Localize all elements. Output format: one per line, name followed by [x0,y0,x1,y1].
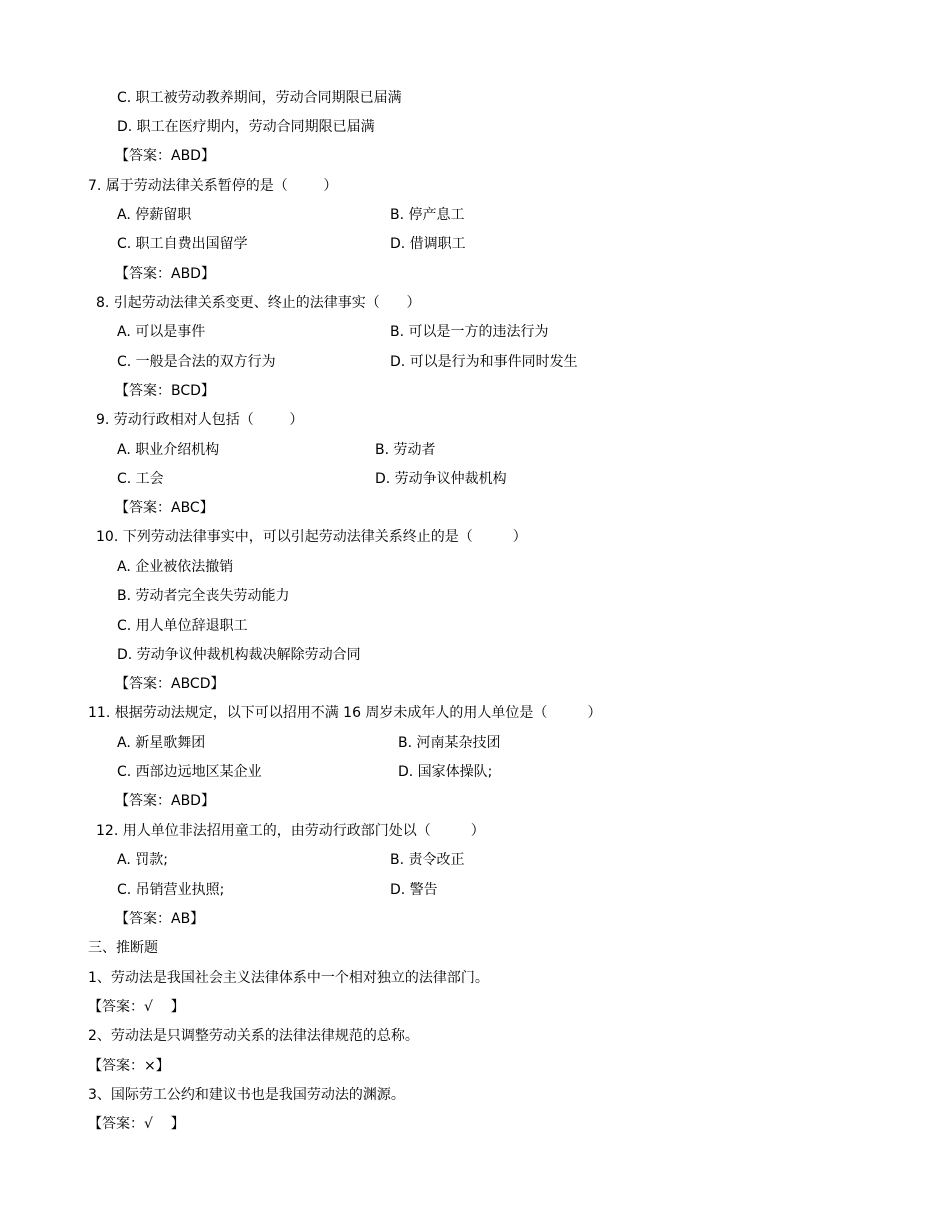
question-9: 9. 劳动行政相对人包括（ ） [96,412,304,428]
option-b-q7: B. 停产息工 [390,207,465,223]
option-b-q9: B. 劳动者 [375,442,436,458]
answer-q8: 【答案：BCD】 [115,383,215,399]
question-11: 11. 根据劳动法规定，以下可以招用不满 16 周岁未成年人的用人单位是（ ） [88,705,602,721]
answer-judgment-1: 【答案：√ 】 [88,999,185,1015]
option-d-q12: D. 警告 [390,882,438,898]
answer-q9: 【答案：ABC】 [115,500,214,516]
answer-judgment-3: 【答案：√ 】 [88,1116,185,1132]
option-d-q11: D. 国家体操队; [398,764,493,780]
judgment-3: 3、国际劳工公约和建议书也是我国劳动法的渊源。 [88,1087,405,1103]
option-c-q7: C. 职工自费出国留学 [117,236,248,252]
option-a-q9: A. 职业介绍机构 [117,442,220,458]
judgment-1: 1、劳动法是我国社会主义法律体系中一个相对独立的法律部门。 [88,970,489,986]
question-7: 7. 属于劳动法律关系暂停的是（ ） [88,178,338,194]
option-a-q8: A. 可以是事件 [117,324,206,340]
answer-q11: 【答案：ABD】 [115,793,215,809]
option-a-q10: A. 企业被依法撤销 [117,559,234,575]
option-c-q11: C. 西部边远地区某企业 [117,764,262,780]
option-a-q7: A. 停薪留职 [117,207,192,223]
answer-q10: 【答案：ABCD】 [115,676,225,692]
option-d-q6: D. 职工在医疗期内，劳动合同期限已届满 [117,119,375,135]
question-8: 8. 引起劳动法律关系变更、终止的法律事实（ ） [96,295,421,311]
option-a-q12: A. 罚款; [117,852,168,868]
option-c-q9: C. 工会 [117,471,164,487]
option-c-q12: C. 吊销营业执照; [117,882,225,898]
option-c-q8: C. 一般是合法的双方行为 [117,354,276,370]
question-10: 10. 下列劳动法律事实中，可以引起劳动法律关系终止的是（ ） [96,529,527,545]
answer-q6: 【答案：ABD】 [115,148,215,164]
option-d-q7: D. 借调职工 [390,236,466,252]
answer-q12: 【答案：AB】 [115,911,205,927]
option-b-q10: B. 劳动者完全丧失劳动能力 [117,588,290,604]
option-c-q10: C. 用人单位辞退职工 [117,618,248,634]
option-d-q8: D. 可以是行为和事件同时发生 [390,354,578,370]
option-d-q10: D. 劳动争议仲裁机构裁决解除劳动合同 [117,647,361,663]
section-heading-judgment: 三、推断题 [88,940,158,956]
option-b-q11: B. 河南某杂技团 [398,735,501,751]
option-b-q12: B. 责令改正 [390,852,465,868]
option-d-q9: D. 劳动争议仲裁机构 [375,471,507,487]
option-c-q6: C. 职工被劳动教养期间，劳动合同期限已届满 [117,90,402,106]
judgment-2: 2、劳动法是只调整劳动关系的法律法律规范的总称。 [88,1028,419,1044]
answer-judgment-2: 【答案：×】 [88,1058,170,1074]
answer-q7: 【答案：ABD】 [115,266,215,282]
option-a-q11: A. 新星歌舞团 [117,735,206,751]
option-b-q8: B. 可以是一方的违法行为 [390,324,549,340]
question-12: 12. 用人单位非法招用童工的，由劳动行政部门处以（ ） [96,823,485,839]
